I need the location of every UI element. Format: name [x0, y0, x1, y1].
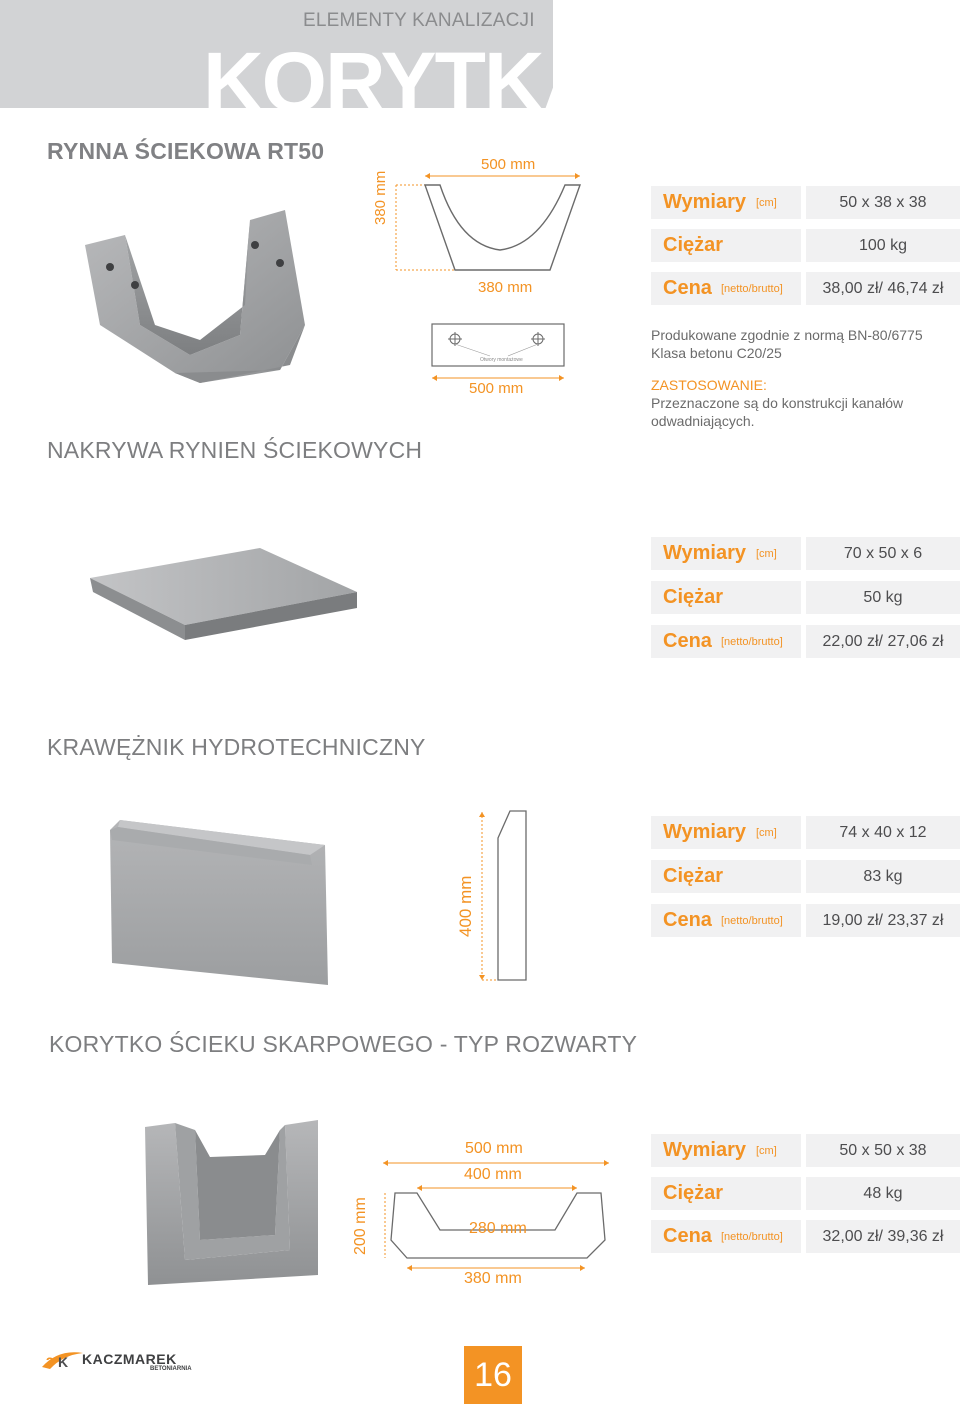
label-weight: Ciężar: [663, 586, 724, 608]
brand-logo-icon: [38, 1345, 88, 1375]
spec-row-weight: [651, 229, 960, 262]
value-dimensions: 74 x 40 x 12: [806, 816, 960, 849]
label-price: Cena: [663, 277, 712, 299]
slope-base-width: 380 mm: [464, 1270, 522, 1287]
spec-row-weight: [651, 581, 960, 614]
spec-row-dimensions: [651, 816, 960, 849]
note-concrete-class: Klasa betonu C20/25: [651, 345, 782, 361]
curb-product-image: [100, 815, 340, 995]
spec-row-dimensions: [651, 186, 960, 219]
value-price: 19,00 zł/ 23,37 zł: [806, 904, 960, 937]
rt50-bottom-width: 380 mm: [478, 279, 533, 296]
slope-inner-bottom-width: 280 mm: [469, 1220, 527, 1237]
label-price-unit: [netto/brutto]: [721, 915, 783, 927]
spec-row-price: [651, 625, 960, 658]
label-dimensions-unit: [cm]: [756, 548, 777, 560]
section-title-cover: NAKRYWA RYNIEN ŚCIEKOWYCH: [47, 437, 423, 463]
spec-row-weight: [651, 1177, 960, 1210]
rt50-notes: [651, 326, 951, 430]
page-title: KORYTKA: [203, 35, 602, 129]
curb-section-drawing: [470, 808, 530, 984]
brand-name: KACZMAREK: [82, 1351, 177, 1367]
page-kicker: ELEMENTY KANALIZACJI: [303, 10, 535, 31]
svg-text:3: 3: [46, 1354, 54, 1370]
note-usage-label: ZASTOSOWANIE:: [651, 377, 767, 393]
label-price: Cena: [663, 1225, 712, 1247]
value-weight: 83 kg: [806, 860, 960, 893]
label-price: Cena: [663, 909, 712, 931]
value-price: 38,00 zł/ 46,74 zł: [806, 272, 960, 305]
label-dimensions: Wymiary: [663, 191, 747, 213]
rt50-plan-width: 500 mm: [469, 380, 524, 397]
section-title-slope-channel: KORYTKO ŚCIEKU SKARPOWEGO - TYP ROZWARTY: [49, 1031, 638, 1057]
section-title-rt50: RYNNA ŚCIEKOWA RT50: [47, 138, 325, 164]
rt50-section-drawing: [370, 170, 590, 275]
rt50-height: 380 mm: [372, 170, 389, 225]
note-norm: Produkowane zgodnie z normą BN-80/6775: [651, 327, 923, 343]
slope-outer-width: 500 mm: [465, 1140, 523, 1157]
rt50-plan-drawing: [430, 322, 570, 382]
rt50-plan-note: Otwory montażowe: [480, 357, 523, 363]
cover-product-image: [85, 540, 365, 650]
label-weight: Ciężar: [663, 865, 724, 887]
spec-row-dimensions: [651, 537, 960, 570]
slope-channel-section-drawing: [355, 1158, 625, 1276]
page-number: 16: [474, 1356, 512, 1394]
spec-row-price: [651, 904, 960, 937]
label-dimensions: Wymiary: [663, 1139, 747, 1161]
slope-height: 200 mm: [352, 1197, 369, 1255]
label-price-unit: [netto/brutto]: [721, 1231, 783, 1243]
note-usage-text: Przeznaczone są do konstrukcji kanałów odwadniających.: [651, 395, 904, 429]
value-dimensions: 70 x 50 x 6: [806, 537, 960, 570]
value-price: 32,00 zł/ 39,36 zł: [806, 1220, 960, 1253]
value-price: 22,00 zł/ 27,06 zł: [806, 625, 960, 658]
brand-sub: BETONIARNIA: [150, 1366, 192, 1372]
label-dimensions: Wymiary: [663, 542, 747, 564]
value-dimensions: 50 x 50 x 38: [806, 1134, 960, 1167]
label-weight: Ciężar: [663, 1182, 724, 1204]
label-price-unit: [netto/brutto]: [721, 636, 783, 648]
label-price: Cena: [663, 630, 712, 652]
svg-text:K: K: [58, 1354, 69, 1370]
spec-row-dimensions: [651, 1134, 960, 1167]
value-weight: 50 kg: [806, 581, 960, 614]
slope-inner-top-width: 400 mm: [464, 1166, 522, 1183]
label-dimensions-unit: [cm]: [756, 1145, 777, 1157]
section-title-curb: KRAWĘŻNIK HYDROTECHNICZNY: [47, 734, 426, 760]
curb-height: 400 mm: [456, 875, 475, 937]
spec-row-weight: [651, 860, 960, 893]
label-weight: Ciężar: [663, 234, 724, 256]
label-price-unit: [netto/brutto]: [721, 283, 783, 295]
label-dimensions-unit: [cm]: [756, 827, 777, 839]
slope-channel-product-image: [140, 1115, 340, 1300]
rt50-top-width: 500 mm: [481, 156, 536, 173]
value-weight: 100 kg: [806, 229, 960, 262]
label-dimensions: Wymiary: [663, 821, 747, 843]
value-dimensions: 50 x 38 x 38: [806, 186, 960, 219]
spec-row-price: [651, 1220, 960, 1253]
rt50-product-image: [80, 205, 340, 385]
value-weight: 48 kg: [806, 1177, 960, 1210]
spec-row-price: [651, 272, 960, 305]
label-dimensions-unit: [cm]: [756, 197, 777, 209]
